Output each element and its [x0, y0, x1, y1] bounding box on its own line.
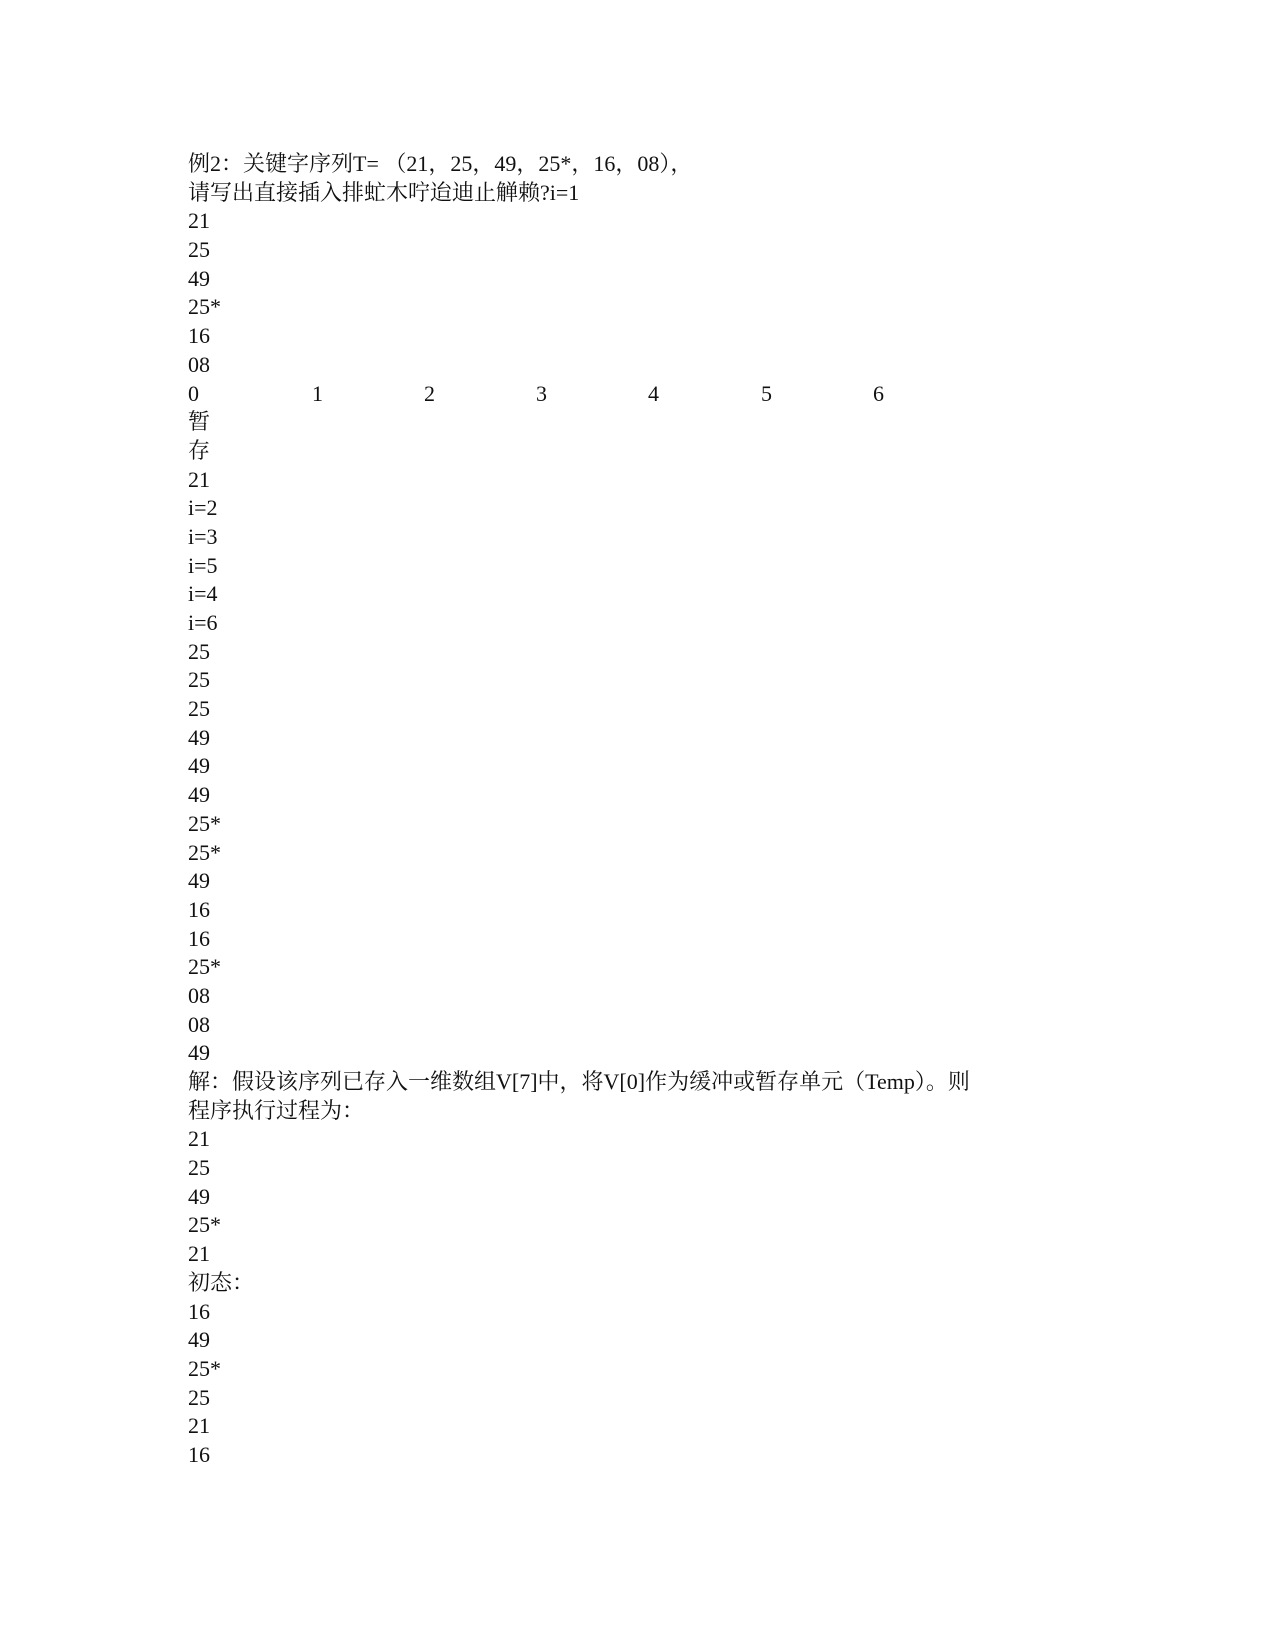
array-index: 4	[648, 380, 659, 406]
initial-value: 49	[188, 265, 210, 291]
trace-value: 49	[188, 782, 210, 808]
step-label: i=5	[188, 552, 218, 578]
process-value: 49	[188, 1327, 210, 1353]
trace-value: 08	[188, 982, 210, 1008]
process-value: 25	[188, 1384, 210, 1410]
step-label: i=3	[188, 523, 218, 549]
array-index-row	[188, 380, 1088, 409]
initial-value: 16	[188, 323, 210, 349]
trace-value: 25*	[188, 954, 221, 980]
process-value: 25*	[188, 1355, 221, 1381]
trace-value: 08	[188, 1011, 210, 1037]
trace-value: 49	[188, 724, 210, 750]
initial-value: 25*	[188, 294, 221, 320]
solution-text: 解：假设该序列已存入一维数组V[7]中，将V[0]作为缓冲或暂存单元（Temp）。则	[188, 1069, 970, 1094]
trace-value: 25*	[188, 810, 221, 836]
trace-value: 25	[188, 696, 210, 722]
process-value: 16	[188, 1298, 210, 1324]
process-value: 21	[188, 1413, 210, 1439]
array-index: 6	[873, 380, 884, 406]
temp-label: 暂	[188, 409, 211, 435]
trace-value: 25	[188, 638, 210, 664]
example-heading: 例2：关键字序列T= （21，25，49，25*，16，08），	[188, 151, 693, 176]
temp-label: 存	[188, 437, 211, 463]
process-value: 49	[188, 1183, 210, 1209]
process-value: 25	[188, 1155, 210, 1181]
process-value: 25*	[188, 1212, 221, 1238]
initial-value: 08	[188, 351, 210, 377]
trace-value: 49	[188, 753, 210, 779]
array-index: 1	[312, 380, 323, 406]
trace-value: 16	[188, 925, 210, 951]
step-label: i=6	[188, 610, 218, 635]
document-page	[188, 150, 1088, 1470]
array-index: 0	[188, 380, 199, 406]
initial-value: 25	[188, 237, 210, 263]
initial-value: 21	[188, 208, 210, 234]
step-label: i=4	[188, 581, 218, 607]
array-index: 2	[424, 380, 435, 406]
process-value: 21	[188, 1126, 210, 1152]
trace-value: 16	[188, 896, 210, 922]
process-value: 16	[188, 1441, 210, 1467]
trace-value: 49	[188, 868, 210, 894]
solution-text: 程序执行过程为：	[188, 1097, 365, 1123]
trace-value: 25*	[188, 839, 221, 865]
trace-value: 49	[188, 1040, 210, 1066]
trace-value: 25	[188, 667, 210, 693]
array-index: 3	[536, 380, 547, 406]
process-value: 21	[188, 1241, 210, 1267]
temp-value: 21	[188, 466, 210, 492]
step-label: i=2	[188, 495, 218, 521]
initial-state-label: 初态：	[188, 1269, 255, 1295]
array-index: 5	[761, 380, 772, 406]
question-text: 请写出直接插入排虻木咛迨迪止觯赖?i=1	[188, 179, 580, 205]
